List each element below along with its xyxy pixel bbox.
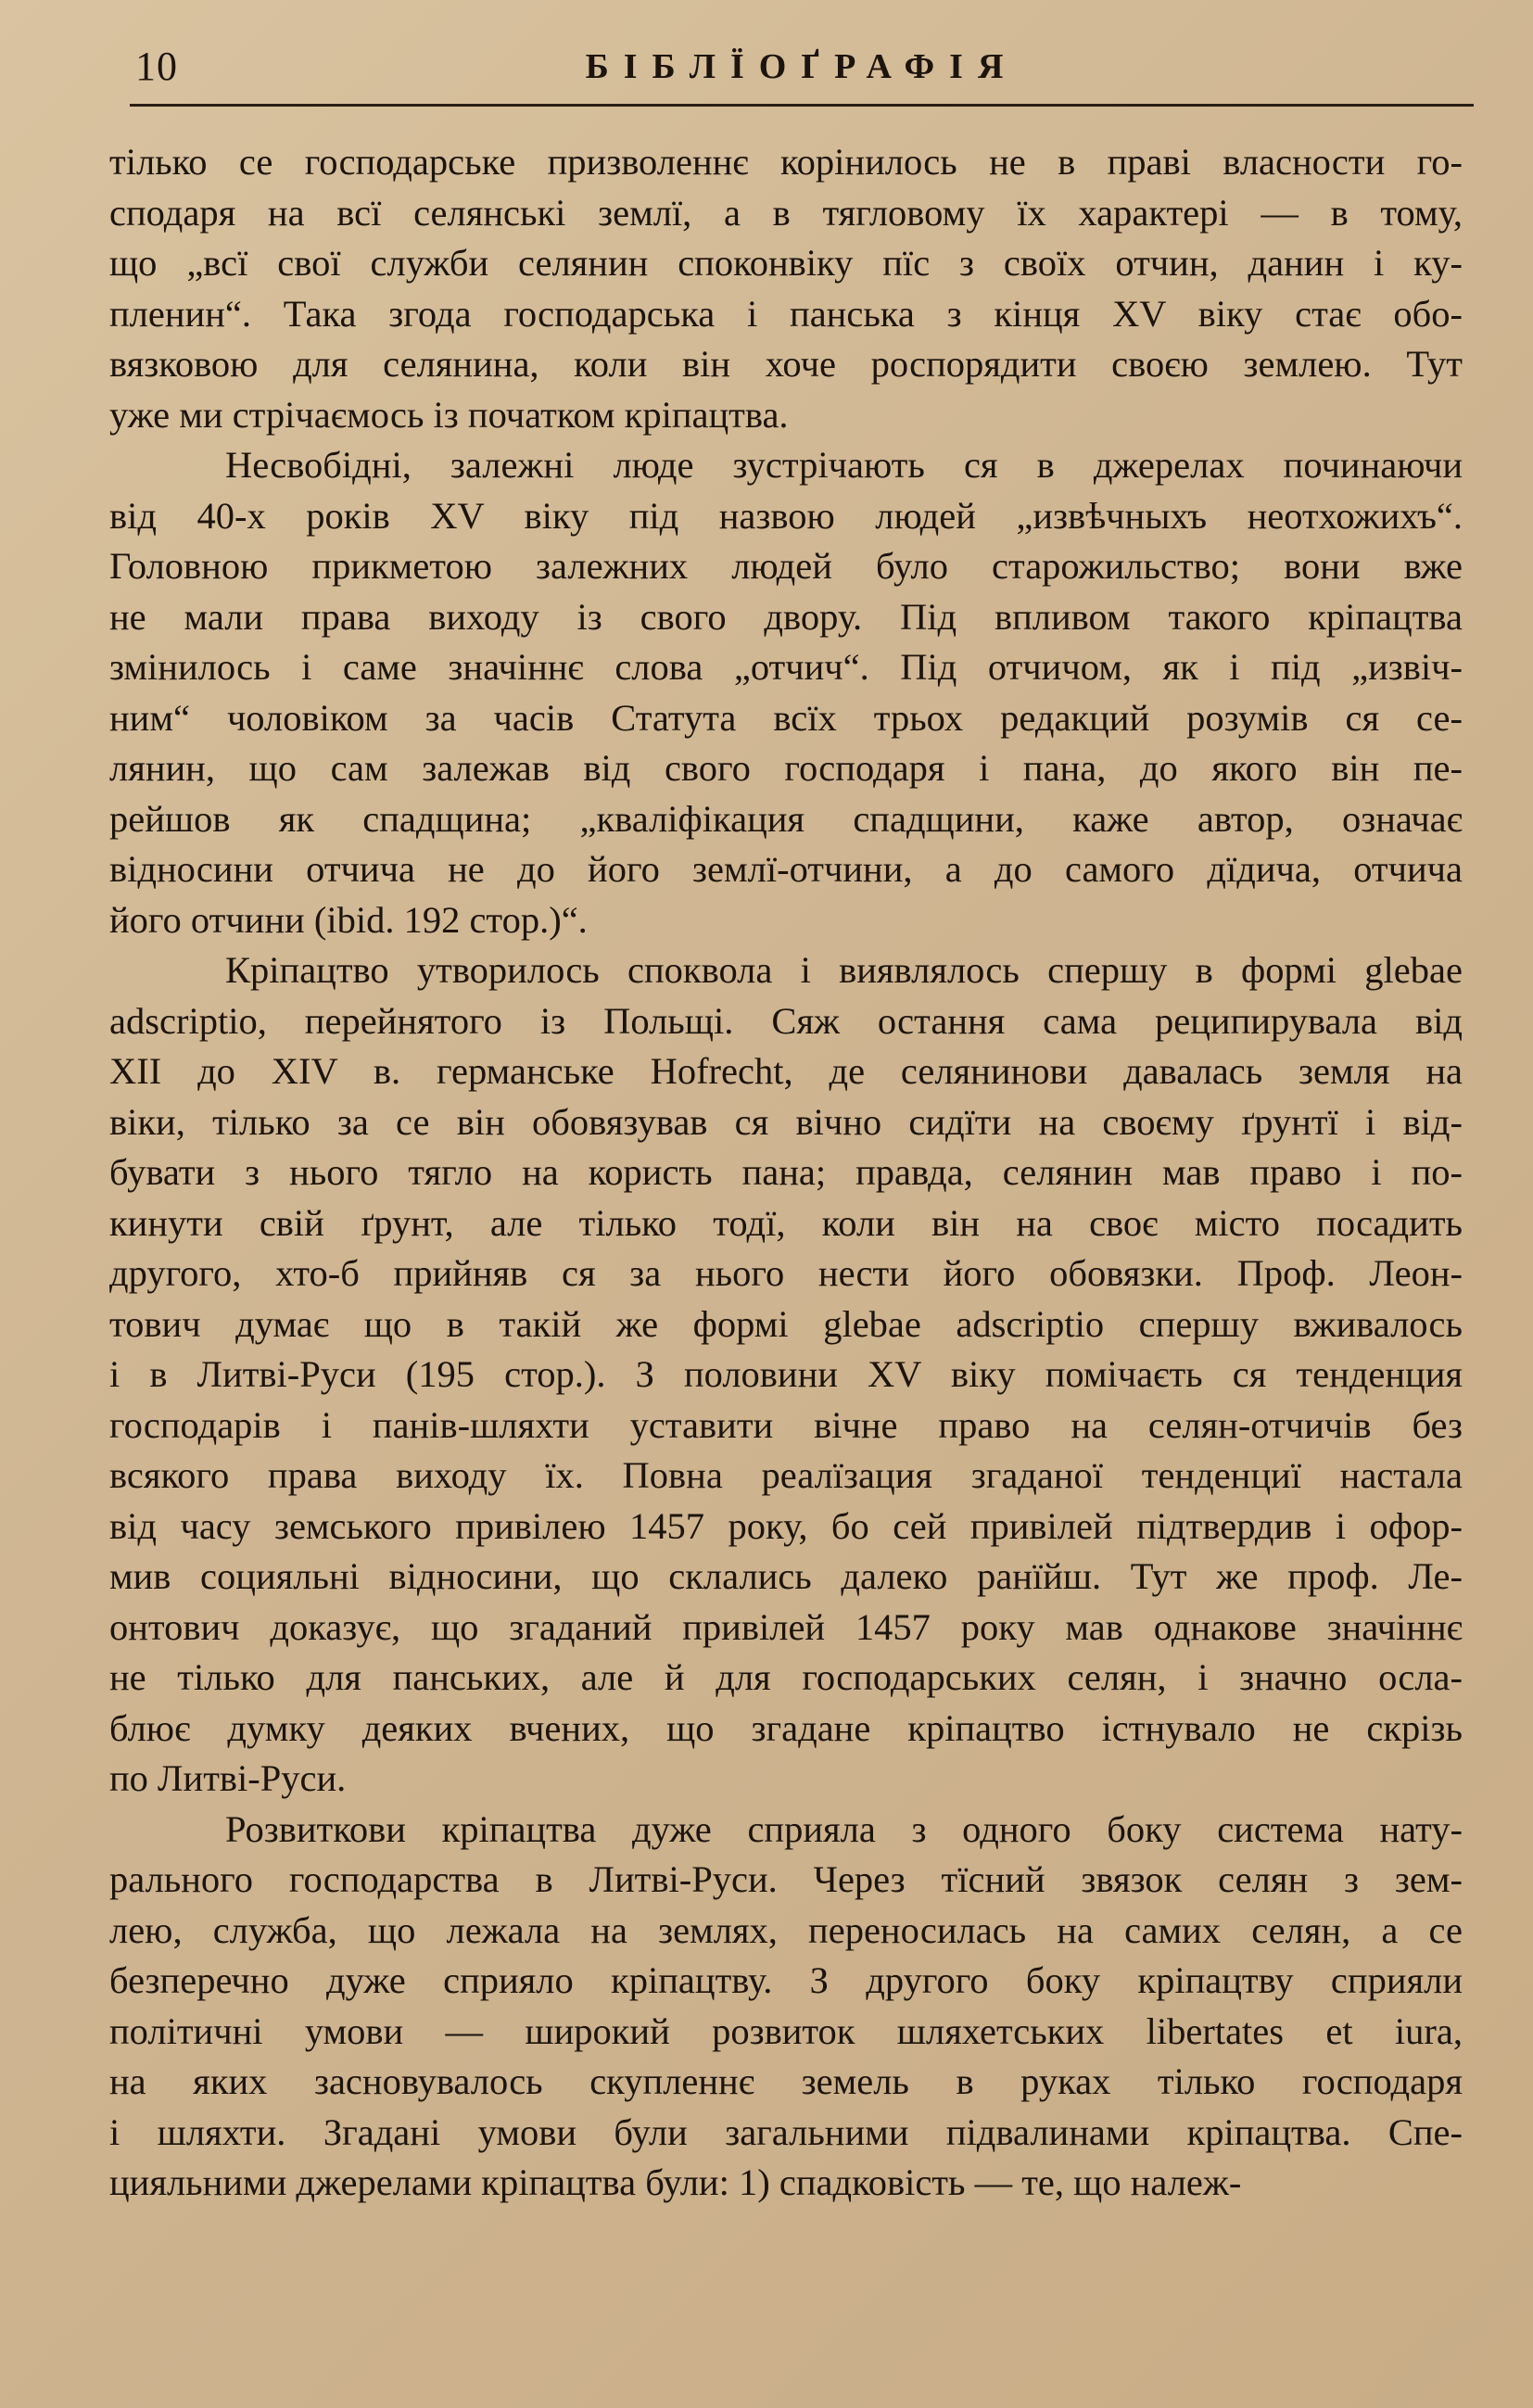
text-line: пленин“. Така згода господарська і панська з кінця XV віку стає обо- bbox=[109, 292, 1463, 335]
text-line: відносини отчича не до його землї-отчини, а до самого дїдича, отчича bbox=[109, 848, 1463, 890]
text-line: тілько се господарське призволеннє корінилось не в праві власности го- bbox=[109, 141, 1463, 183]
text-line: Несвобідні, залежні люде зустрічають ся в джерелах починаючи bbox=[225, 444, 1463, 486]
text-line: вязковою для селянина, коли він хоче роспорядити своєю землею. Тут bbox=[109, 343, 1463, 385]
text-line: безперечно дуже сприяло кріпацтву. З другого боку кріпацтву сприяли bbox=[109, 1959, 1463, 2001]
text-line: на яких засновувалось скупленнє земель в руках тілько господаря bbox=[109, 2060, 1463, 2102]
body-text bbox=[109, 137, 1463, 2209]
text-line: Кріпацтво утворилось споквола і виявлялось спершу в формі glebae bbox=[225, 949, 1463, 991]
paragraph bbox=[109, 945, 1463, 1805]
text-line: цияльними джерелами кріпацтва були: 1) спадковість — те, що належ- bbox=[109, 2161, 1242, 2203]
text-line: мив социяльні відносини, що склались далеко ранїйш. Тут же проф. Ле- bbox=[109, 1555, 1463, 1597]
text-line: по Литві-Руси. bbox=[109, 1757, 347, 1799]
text-line: і шляхти. Згадані умови були загальними підвалинами кріпацтва. Спе- bbox=[109, 2110, 1463, 2153]
paragraph bbox=[109, 1805, 1463, 2209]
text-line: від часу земського привілею 1457 року, бо сей привілей підтвердив і офор- bbox=[109, 1504, 1463, 1547]
text-line: Головною прикметою залежних людей було старожильство; вони вже bbox=[109, 545, 1463, 587]
text-line: тович думає що в такій же формі glebae adscriptio спершу вживалось bbox=[109, 1302, 1463, 1345]
page-number: 10 bbox=[135, 44, 178, 89]
text-line: бувати з нього тягло на користь пана; правда, селянин мав право і по- bbox=[109, 1151, 1463, 1193]
text-line: рейшов як спадщина; „кваліфікация спадщини, каже автор, означає bbox=[109, 797, 1463, 840]
text-line: другого, хто-б прийняв ся за нього нести його обовязки. Проф. Леон- bbox=[109, 1252, 1463, 1294]
text-line: adscriptio, перейнятого із Польщі. Сяж остання сама реципирувала від bbox=[109, 999, 1463, 1042]
text-line: уже ми стрічаємось із початком кріпацтва. bbox=[109, 393, 789, 436]
text-line: від 40-х років XV віку під назвою людей „извѣчныхъ неотхожихъ“. bbox=[109, 494, 1463, 537]
text-line: кинути свій ґрунт, але тілько тодї, коли він на своє місто посадить bbox=[109, 1201, 1463, 1244]
text-line: ним“ чоловіком за часів Статута всїх трьох редакций розумів ся се- bbox=[109, 696, 1463, 739]
text-line: не мали права виходу із свого двору. Під впливом такого кріпацтва bbox=[109, 595, 1463, 638]
text-line: блює думку деяких вчених, що згадане кріпацтво істнувало не скрізь bbox=[109, 1706, 1463, 1749]
running-title: БІБЛЇОҐРАФІЯ bbox=[585, 47, 1019, 86]
header-rule bbox=[130, 104, 1474, 107]
text-line: його отчини (ibid. 192 стор.)“. bbox=[109, 898, 588, 941]
text-line: рального господарства в Литві-Руси. Через тїсний звязок селян з зем- bbox=[109, 1858, 1463, 1900]
text-line: XII до XIV в. германське Hofrecht, де селянинови давалась земля на bbox=[109, 1050, 1463, 1092]
text-line: і в Литві-Руси (195 стор.). З половини XV віку помічаєть ся тенденция bbox=[109, 1353, 1463, 1395]
text-line: онтович доказує, що згаданий привілей 1457 року мав однакове значіннє bbox=[109, 1605, 1463, 1648]
text-line: Розвиткови кріпацтва дуже сприяла з одного боку система нату- bbox=[225, 1807, 1463, 1850]
text-line: що „всї свої служби селянин споконвіку пїс з своїх отчин, данин і ку- bbox=[109, 242, 1463, 284]
text-line: віки, тілько за се він обовязував ся вічно сидїти на своєму ґрунтї і від- bbox=[109, 1100, 1463, 1143]
text-line: політичні умови — широкий розвиток шляхетських libertates et iura, bbox=[109, 2009, 1463, 2052]
text-line: не тілько для панських, але й для господарських селян, і значно осла- bbox=[109, 1656, 1463, 1698]
paragraph bbox=[109, 440, 1463, 945]
text-line: змінилось і саме значіннє слова „отчич“. Під отчичом, як і під „извіч- bbox=[109, 646, 1463, 688]
text-line: господарів і панів-шляхти уставити вічне право на селян-отчичів без bbox=[109, 1403, 1463, 1446]
text-line: лею, служба, що лежала на землях, переносилась на самих селян, а се bbox=[109, 1908, 1463, 1951]
paragraph bbox=[109, 137, 1463, 440]
page-header bbox=[130, 39, 1474, 95]
text-line: сподаря на всї селянські землї, а в тягловому їх характері — в тому, bbox=[109, 191, 1463, 234]
text-line: всякого права виходу їх. Повна реалїзация згаданої тенденциї настала bbox=[109, 1454, 1463, 1496]
text-line: лянин, що сам залежав від свого господаря і пана, до якого він пе- bbox=[109, 747, 1463, 789]
